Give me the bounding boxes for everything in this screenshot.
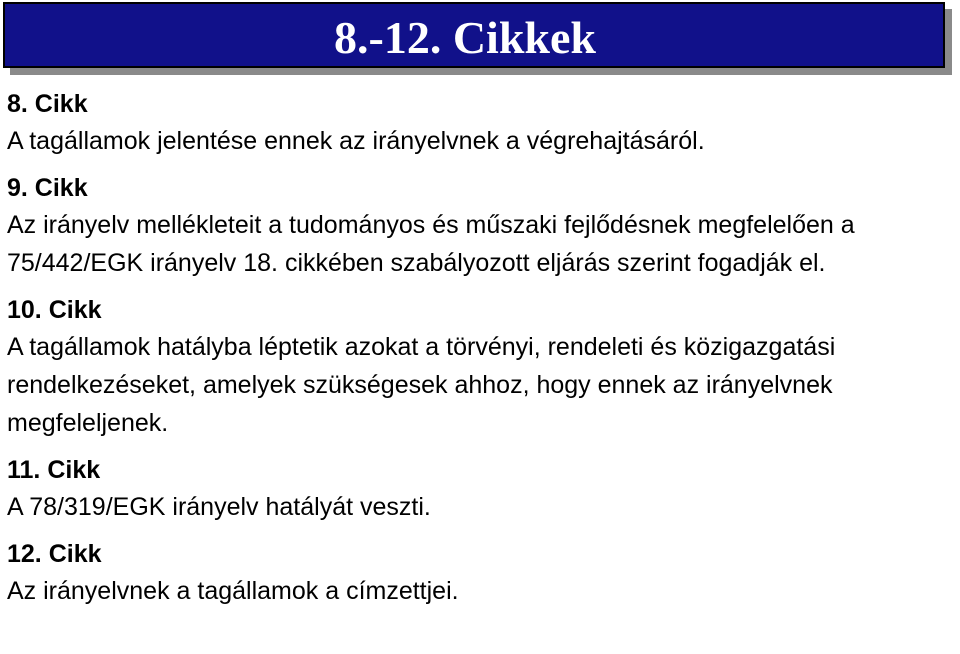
article-9 (7, 170, 957, 282)
article-10 (7, 292, 957, 442)
article-heading: 10. Cikk (7, 296, 102, 324)
article-text: A tagállamok jelentése ennek az irányelvnek a végrehajtásáról. (7, 127, 705, 155)
article-12 (7, 536, 957, 610)
article-text: A 78/319/EGK irányelv hatályát veszti. (7, 493, 431, 521)
article-8 (7, 86, 957, 160)
slide-title: 8.-12. Cikkek (334, 12, 596, 63)
article-text: A tagállamok hatályba léptetik azokat a törvényi, rendeleti és közigazgatási rendelkezéseket, amelyek szükségesek ahhoz, hogy ennek az irányelvnek megfeleljenek. (7, 333, 836, 437)
article-heading: 9. Cikk (7, 174, 88, 202)
article-heading: 11. Cikk (7, 456, 101, 484)
article-text: Az irányelv mellékleteit a tudományos és műszaki fejlődésnek megfelelően a 75/442/EGK irányelv 18. cikkében szabályozott eljárás szerint fogadják el. (7, 211, 855, 277)
article-heading: 12. Cikk (7, 540, 102, 568)
article-11 (7, 452, 957, 526)
articles-content (7, 86, 957, 620)
article-heading: 8. Cikk (7, 90, 88, 118)
article-text: Az irányelvnek a tagállamok a címzettjei. (7, 577, 459, 605)
